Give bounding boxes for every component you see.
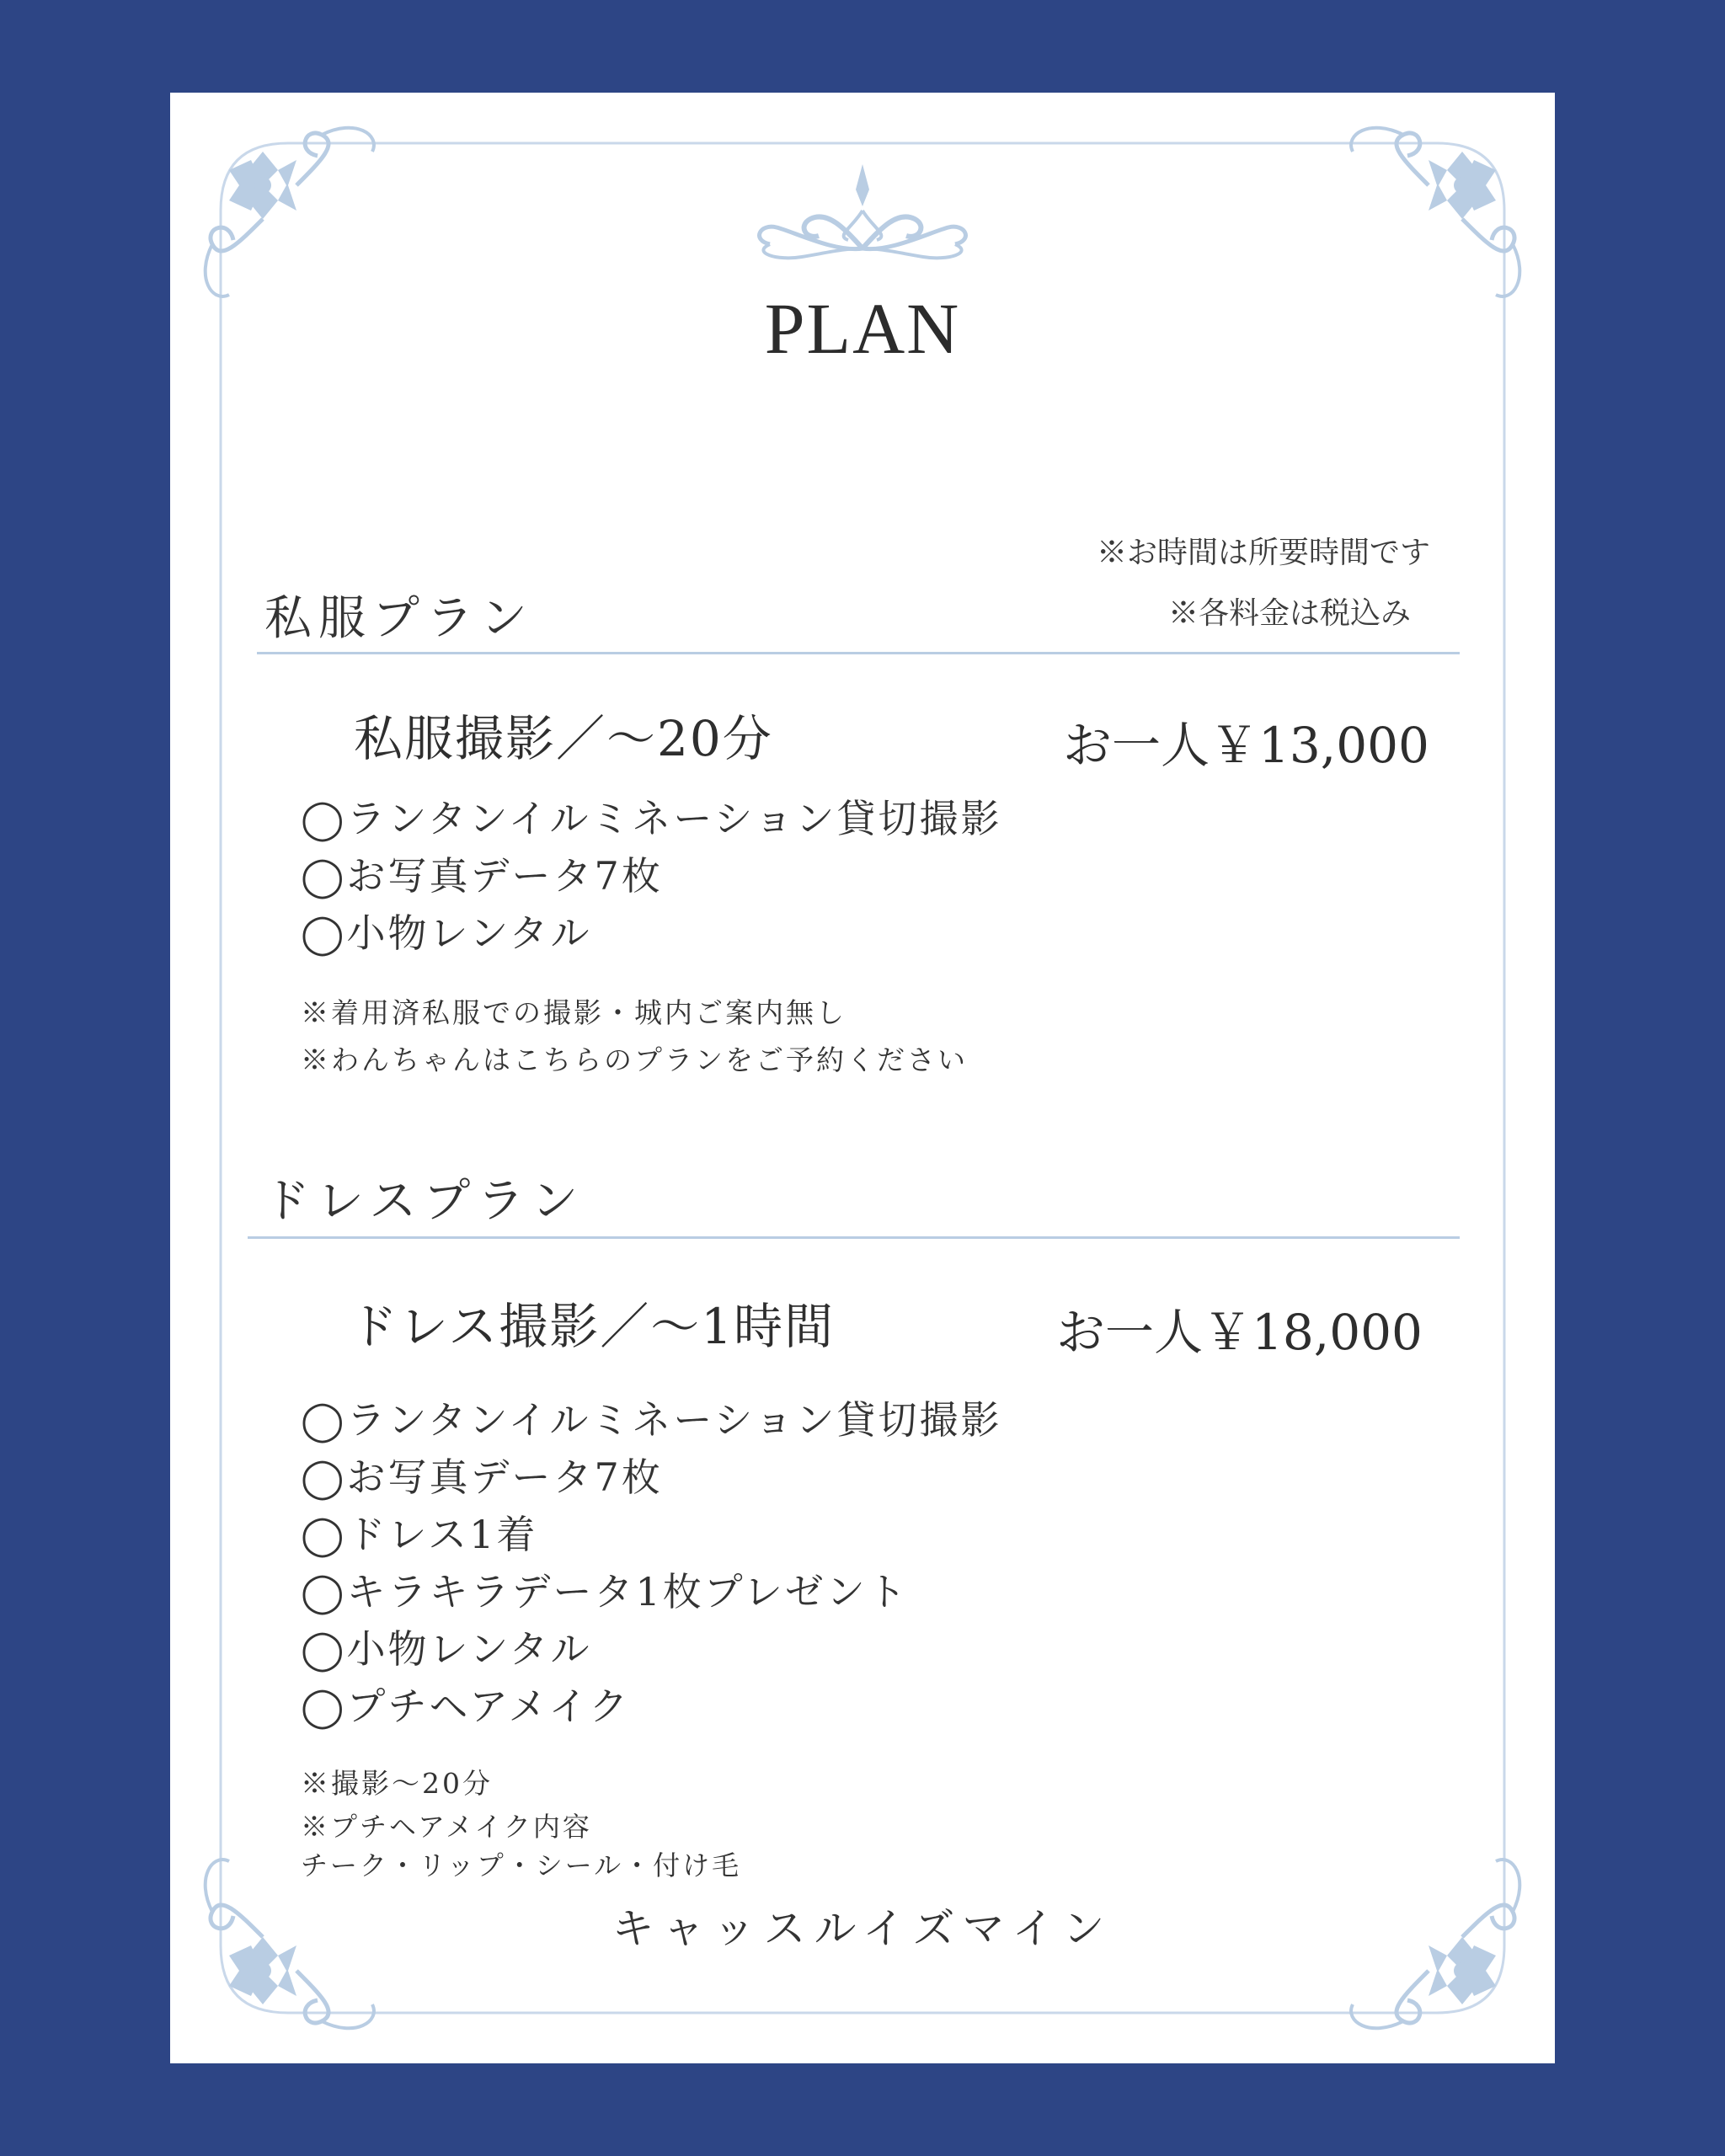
list-item: ◯お写真データ7枚: [301, 853, 663, 899]
section-heading-dress-plan: ドレスプラン: [263, 1174, 585, 1229]
list-item: ◯お写真データ7枚: [301, 1454, 663, 1500]
page-title: PLAN: [764, 288, 961, 369]
section-heading-casual-plan: 私服プラン: [264, 591, 534, 646]
note-item: ※プチヘアメイク内容: [301, 1811, 592, 1843]
note-item: チーク・リップ・シール・付け毛: [301, 1849, 742, 1881]
top-center-ornament: [760, 164, 966, 258]
list-item: ◯ドレス1着: [301, 1512, 538, 1557]
section-divider: [248, 1236, 1460, 1239]
plan-name-dress: ドレス撮影／～1時間: [349, 1298, 836, 1355]
list-item: ◯キラキラデータ1枚プレゼント: [301, 1569, 909, 1614]
plan-card: [170, 93, 1555, 2063]
note-item: ※撮影～20分: [301, 1767, 493, 1800]
shop-name: キャッスルイズマイン: [611, 1904, 1114, 1953]
section-divider: [257, 652, 1460, 654]
note-item: ※着用済私服での撮影・城内ご案内無し: [301, 996, 846, 1029]
list-item: ◯プチヘアメイク: [301, 1684, 631, 1729]
list-item: ◯小物レンタル: [301, 910, 592, 956]
notes-dress: [301, 1760, 741, 1885]
feature-list-dress: [301, 1391, 1002, 1735]
corner-ornament-top-right: [1351, 128, 1519, 296]
corner-ornament-top-left: [206, 128, 374, 296]
list-item: ◯ランタンイルミネーション貸切撮影: [301, 796, 1002, 841]
note-tax-included: ※各料金は税込み: [1168, 596, 1412, 631]
list-item: ◯小物レンタル: [301, 1626, 592, 1672]
plan-name-casual: 私服撮影／～20分: [354, 710, 773, 767]
price-casual: お一人￥13,000: [1063, 717, 1429, 774]
note-item: ※わんちゃんはこちらのプランをご予約ください: [301, 1043, 968, 1076]
notes-casual: [301, 990, 968, 1084]
list-item: ◯ランタンイルミネーション貸切撮影: [301, 1397, 1002, 1443]
feature-list-casual: [301, 790, 1002, 962]
price-dress: お一人￥18,000: [1056, 1304, 1423, 1361]
note-time-required: ※お時間は所要時間です: [1097, 536, 1431, 570]
